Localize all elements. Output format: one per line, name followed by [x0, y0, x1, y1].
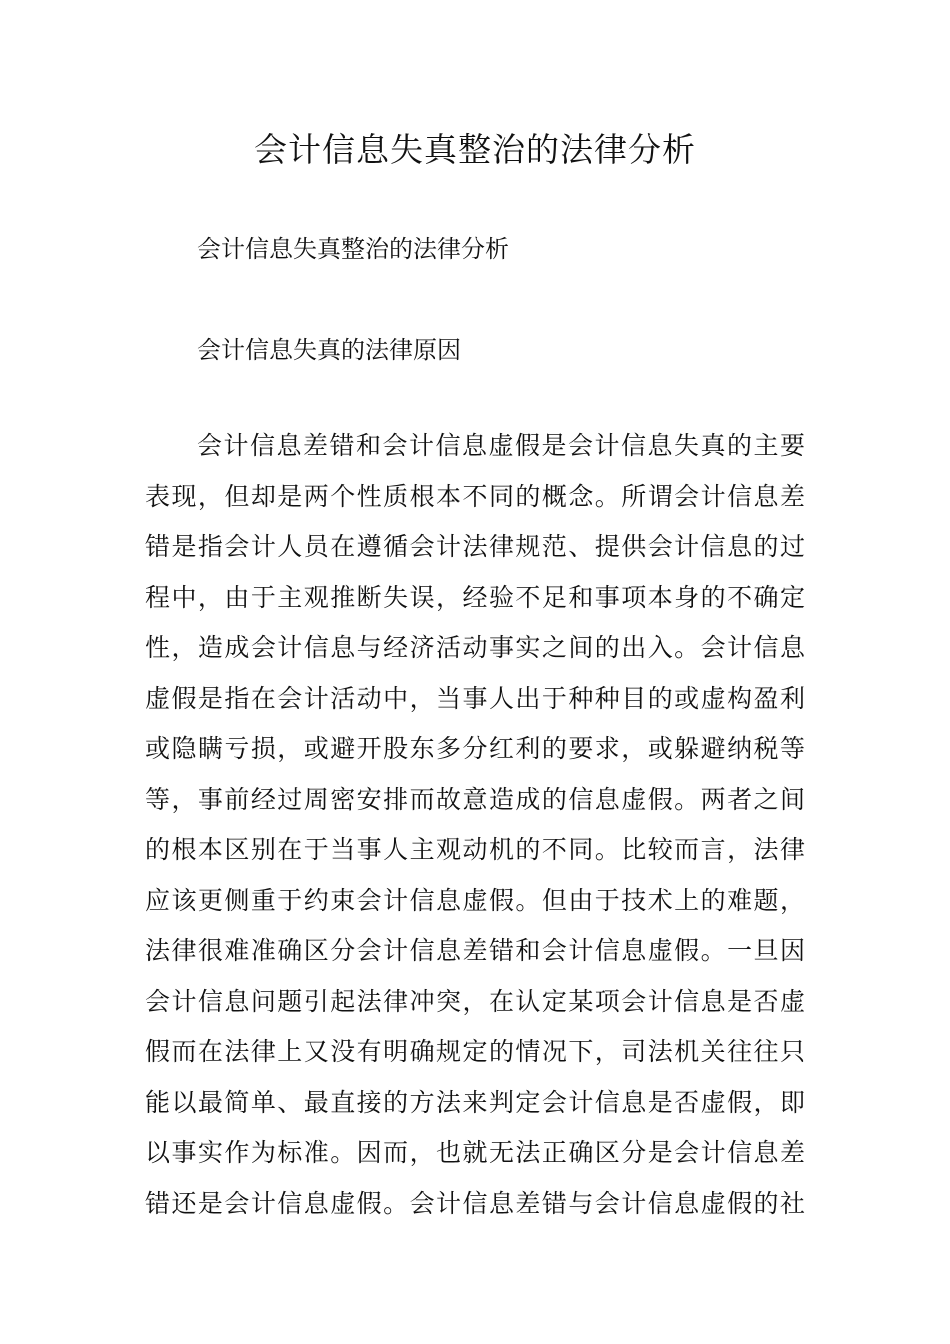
paragraph-line: 能以最简单、最直接的方法来判定会计信息是否虚假，即	[145, 1087, 805, 1117]
paragraph-line: 的根本区别在于当事人主观动机的不同。比较而言，法律	[145, 835, 805, 864]
paragraph-line: 应该更侧重于约束会计信息虚假。但由于技术上的难题，	[145, 885, 805, 915]
paragraph-line: 以事实作为标准。因而，也就无法正确区分是会计信息差	[145, 1138, 805, 1167]
paragraph-line: 错还是会计信息虚假。会计信息差错与会计信息虚假的社	[145, 1188, 805, 1218]
paragraph-line: 虚假是指在会计活动中，当事人出于种种目的或虚构盈利	[145, 683, 805, 713]
paragraph-line: 或隐瞒亏损，或避开股东多分红利的要求，或躲避纳税等	[145, 734, 805, 763]
paragraph-line: 会计信息问题引起法律冲突，在认定某项会计信息是否虚	[145, 986, 805, 1016]
section-heading: 会计信息失真的法律原因	[197, 336, 461, 364]
paragraph-line: 程中，由于主观推断失误，经验不足和事项本身的不确定	[145, 582, 805, 612]
paragraph-line: 表现，但却是两个性质根本不同的概念。所谓会计信息差	[145, 481, 805, 511]
paragraph-line: 法律很难准确区分会计信息差错和会计信息虚假。一旦因	[145, 936, 805, 965]
paragraph-line: 假而在法律上又没有明确规定的情况下，司法机关往往只	[145, 1037, 805, 1066]
document-title: 会计信息失真整治的法律分析	[254, 130, 696, 169]
paragraph-line: 性，造成会计信息与经济活动事实之间的出入。会计信息	[145, 633, 805, 662]
paragraph-line: 会计信息差错和会计信息虚假是会计信息失真的主要	[197, 431, 805, 460]
paragraph-line: 错是指会计人员在遵循会计法律规范、提供会计信息的过	[145, 532, 805, 561]
body-paragraph	[145, 427, 805, 1235]
document-subtitle: 会计信息失真整治的法律分析	[197, 235, 509, 263]
paragraph-line: 等，事前经过周密安排而故意造成的信息虚假。两者之间	[145, 784, 805, 814]
